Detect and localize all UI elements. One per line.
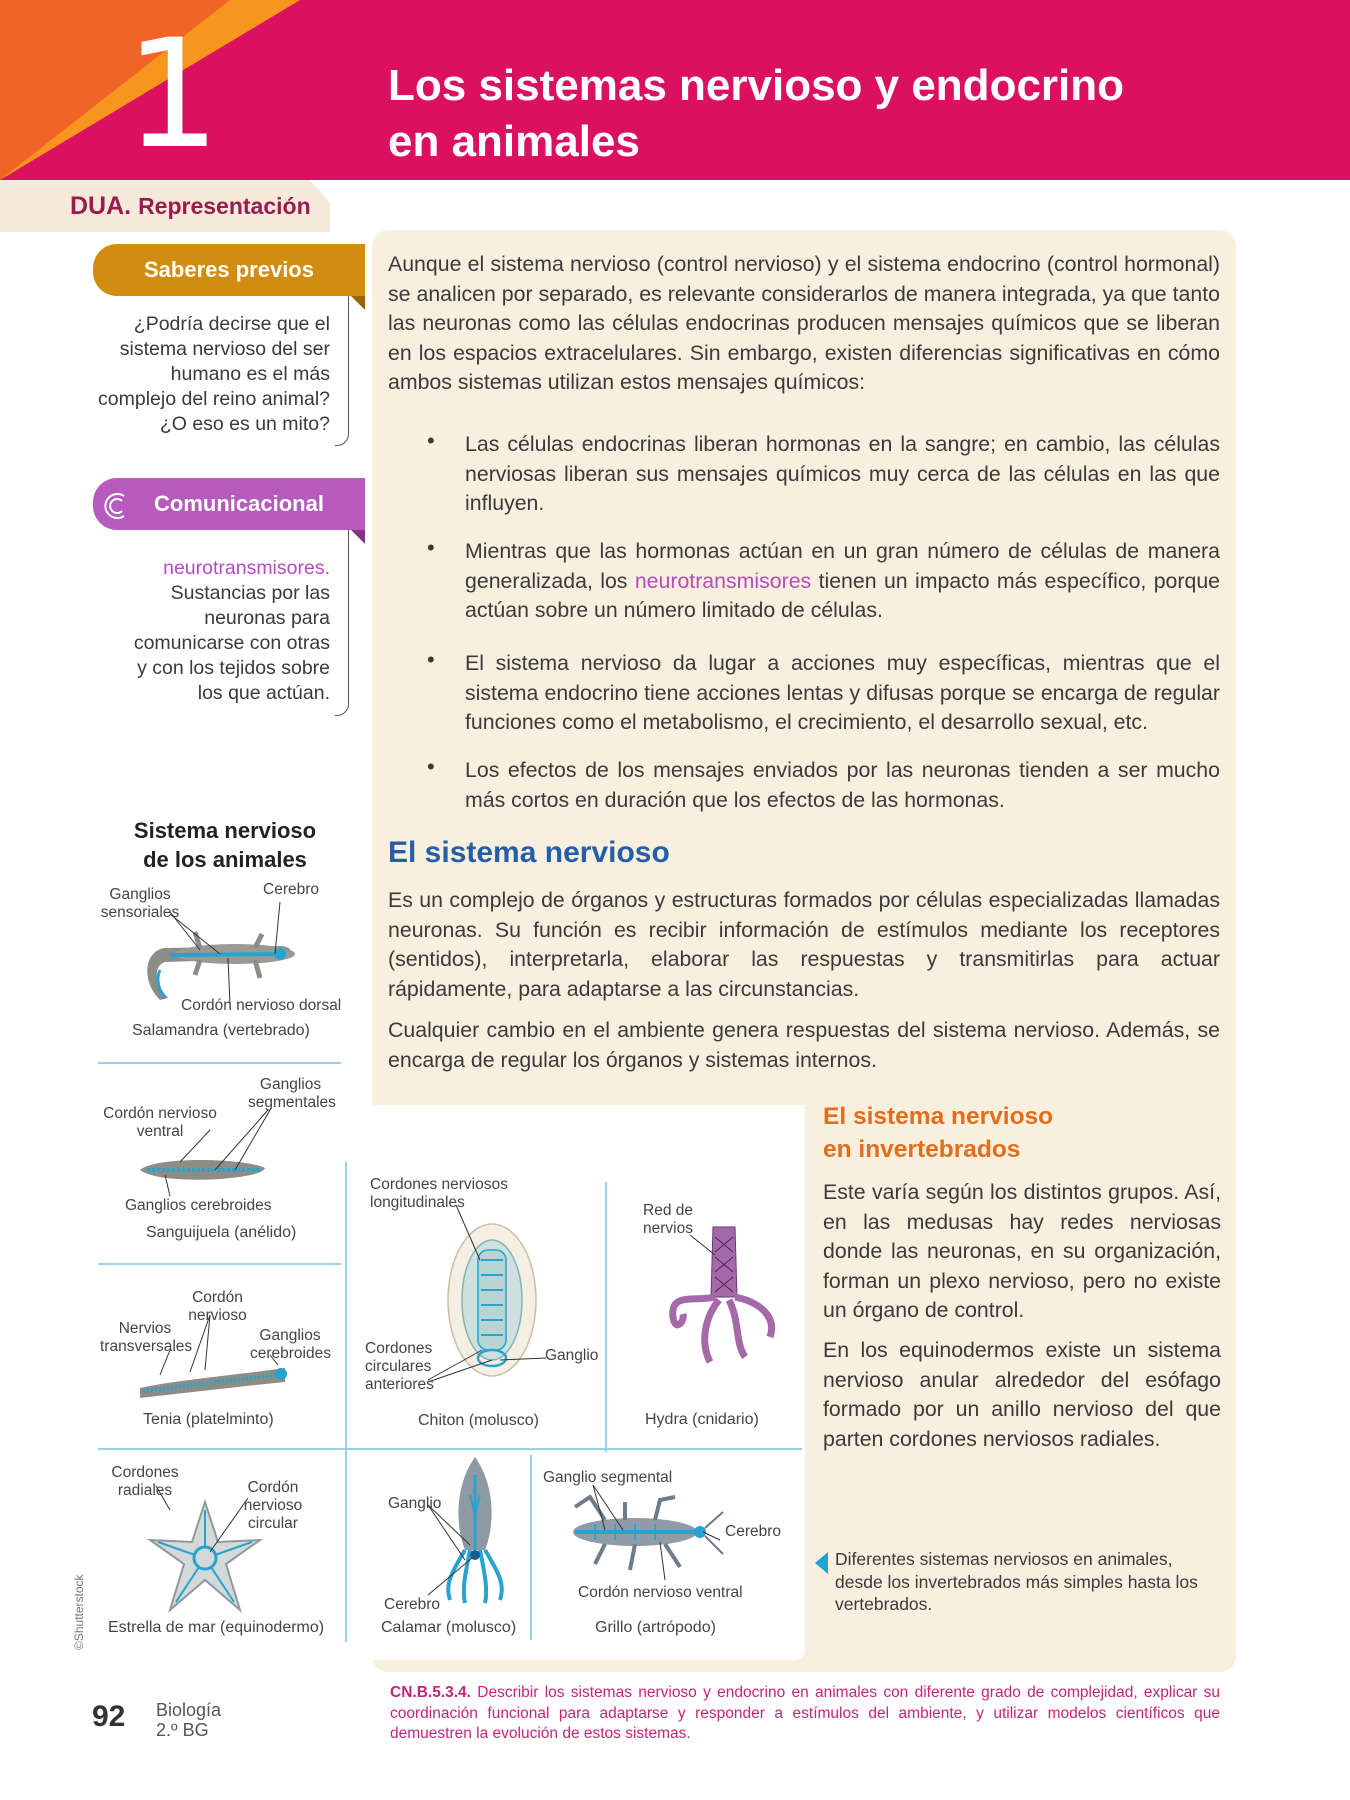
saberes-previos-tab [93,244,365,296]
saberes-line: complejo del reino animal? [98,388,330,410]
label-line: Cordones [111,1464,179,1481]
label-line: radiales [117,1482,173,1499]
figure-title-line: Sistema nervioso [133,818,317,843]
hydra-illustration [665,1222,785,1372]
squid-label: Cerebro [384,1596,440,1613]
chapter-title-line2: en animales [388,117,640,166]
label-line: sensoriales [100,904,180,921]
comunicacional-title: Comunicacional [154,491,324,516]
image-credit: ©Shutterstock [72,1574,86,1650]
objective-text: Describir los sistemas nervioso y endocrino en animales con diferente grado de complejidad, explicar su coordinación funcional para adaptarse y responder a estímulos del ambiente, y utilizar modelos científicos que demuestren la evolución de estos sistemas. [390,1684,1220,1742]
saberes-previos-title: Saberes previos [144,257,314,282]
bullet-text: Mientras que las hormonas actúan en un gran número de células de manera generalizada, los [465,539,1220,593]
caption-arrow-icon [815,1552,828,1574]
organism-caption: Hydra (cnidario) [645,1411,759,1428]
organism-caption: Sanguijuela (anélido) [146,1224,297,1241]
chapter-number: 1 [125,8,221,180]
label-line: circular [248,1515,298,1532]
chiton-label: Ganglio [545,1347,599,1364]
saberes-line: humano es el más [170,363,330,385]
figure-divider [530,1455,532,1640]
label-line: Cordón [247,1479,299,1496]
subheading-invertebrados [823,1100,1223,1166]
figure-divider [605,1182,607,1452]
paragraph: Es un complejo de órganos y estructuras formados por células especializadas llamadas neuronas. Su función es recibir información de estímulos mediante los receptores (sentidos), interpretarla, elaborar las respuestas y transmitirlas para actuar rápidamente, para adaptarse a las circunstancias. [388,888,1220,1001]
bullet-item: El sistema nervioso da lugar a acciones muy específicas, mientras que el sistema endocrino tiene acciones lentas y difusas porque se encarga de regular funciones como el metabolismo, el crecimiento, el desarrollo sexual, etc. [465,651,1220,734]
organism-caption: Tenia (platelminto) [143,1411,274,1428]
label-line: Cordones [365,1340,433,1357]
figure-divider [98,1062,341,1064]
subheading-line: El sistema nervioso [823,1103,1054,1130]
chapter-title [388,58,1148,170]
tapeworm-label [180,1289,255,1325]
subject-name: Biología [156,1700,222,1720]
starfish-label [105,1464,185,1500]
chiton-label [365,1340,434,1394]
label-line: circulares [365,1358,432,1375]
cricket-label: Cerebro [725,1523,781,1540]
squid-label: Ganglio [388,1495,442,1512]
bullet-item: Los efectos de los mensajes enviados por las neuronas tienden a ser mucho más cortos en duración que los efectos de las hormonas. [465,758,1220,812]
saberes-bracket [335,296,349,446]
label-line: transversales [100,1338,193,1355]
label-line: Ganglios [259,1327,321,1344]
label-line: Cordones nerviosos [370,1176,508,1193]
label-line: Cordón [192,1289,243,1306]
label-line: Red de [643,1202,693,1219]
grade-level: 2.º BG [156,1720,209,1740]
label-line: Cordón nervioso [103,1105,217,1122]
chapter-title-line1: Los sistemas nervioso y endocrino [388,61,1125,110]
glossary-line: Sustancias por las [170,582,330,604]
bullet-marker: • [427,535,435,560]
salamander-label [100,886,180,922]
label-line: cerebroides [250,1345,331,1362]
dua-label-sub: Representación [138,193,311,219]
saberes-line: sistema nervioso del ser [119,338,330,360]
starfish-label [238,1479,308,1533]
dua-label [70,192,311,221]
bullet-marker: • [427,754,435,779]
hydra-label [643,1202,693,1238]
chiton-leader-lines [420,1200,570,1400]
tapeworm-label [250,1327,330,1363]
bullet-marker: • [427,647,435,672]
figure-divider [345,1162,347,1642]
figure-title [100,816,350,874]
organism-caption: Estrella de mar (equinodermo) [108,1619,325,1636]
leech-label [100,1105,220,1141]
figure-divider [98,1263,341,1265]
label-line: longitudinales [370,1194,465,1211]
curricular-objective [390,1683,1220,1745]
salamander-label: Cordón nervioso dorsal [181,997,342,1014]
leech-label: Ganglios cerebroides [125,1197,272,1214]
bullet-text: tienen un impacto más específico, porque actúan sobre un número limitado de células. [465,568,1221,622]
comunicacional-bracket [335,530,349,716]
label-line: nervioso [243,1497,303,1514]
organism-caption: Chiton (molusco) [418,1412,539,1429]
paragraph: Este varía según los distintos grupos. Así, en las medusas hay redes nerviosas donde las neuronas, en su organización, forman un plexo nervioso, pero no existe un órgano de control. [823,1180,1221,1322]
paragraph: Cualquier cambio en el ambiente genera respuestas del sistema nervioso. Además, se encarga de regular los órganos y sistemas internos. [388,1018,1220,1072]
figure-caption: Diferentes sistemas nerviosos en animales, desde los invertebrados más simples hasta los vertebrados. [835,1549,1198,1614]
page-number: 92 [92,1700,126,1733]
glossary-line: comunicarse con otras [133,632,330,654]
objective-code: CN.B.5.3.4. [390,1684,471,1701]
bullet-item: Las células endocrinas liberan hormonas en la sangre; en cambio, las células nerviosas liberan sus mensajes químicos muy cerca de las células en las que influyen. [465,432,1220,515]
dua-label-main: DUA. [70,192,132,220]
label-line: anteriores [365,1376,434,1393]
cricket-label: Ganglio segmental [543,1469,673,1486]
paragraph: En los equinodermos existe un sistema nervioso anular alrededor del esófago formado por un anillo nervioso del que parten cordones nerviosos radiales. [823,1338,1221,1451]
glossary-term: neurotransmisores. [163,557,330,579]
book-title [156,1700,221,1740]
salamander-leader-lines [160,900,300,1010]
label-line: nervios [643,1220,693,1237]
glossary-line: neuronas para [204,607,330,629]
bullet-item [465,537,1220,626]
glossary-line: los que actúan. [197,682,330,704]
squid-leader-lines [420,1500,480,1600]
bullet-marker: • [427,428,435,453]
saberes-previos-question [70,312,330,437]
label-line: segmentales [248,1094,336,1111]
cricket-leader-lines [585,1480,745,1590]
label-line: Ganglios [109,886,171,903]
speech-bubble-icon [100,490,132,522]
leech-label [248,1076,336,1112]
comunicacional-tab [93,478,365,530]
saberes-line: ¿O eso es un mito? [159,413,330,435]
salamander-label: Cerebro [263,881,319,898]
section-heading-sistema-nervioso: El sistema nervioso [388,836,670,869]
label-line: Ganglios [259,1076,322,1093]
saberes-line: ¿Podría decirse que el [133,313,330,335]
glossary-line: y con los tejidos sobre [137,657,330,679]
organism-caption: Calamar (molusco) [381,1619,517,1636]
figure-divider [98,1448,802,1450]
figure-title-line: de los animales [143,847,307,872]
label-line: ventral [136,1123,184,1140]
tapeworm-label [100,1320,193,1356]
chiton-label [370,1176,508,1212]
neurotransmisores-term: neurotransmisores [634,568,812,593]
chapter-header [0,0,1350,180]
subheading-line: en invertebrados [823,1136,1021,1163]
label-line: nervioso [188,1307,247,1324]
label-line: Nervios [118,1320,172,1337]
organism-caption: Grillo (artrópodo) [595,1619,716,1636]
intro-paragraph: Aunque el sistema nervioso (control nervioso) y el sistema endocrino (control hormonal) se analicen por separado, es relevante considerarlos de manera integrada, ya que tanto las neuronas como las células endocrinas producen mensajes químicos que se liberan en los espacios extracelulares. Sin embargo, existen diferencias significativas en cómo ambos sistemas utilizan estos mensajes químicos: [388,252,1220,394]
comunicacional-definition [70,556,330,706]
cricket-label: Cordón nervioso ventral [578,1584,743,1601]
organism-caption: Salamandra (vertebrado) [132,1022,310,1039]
